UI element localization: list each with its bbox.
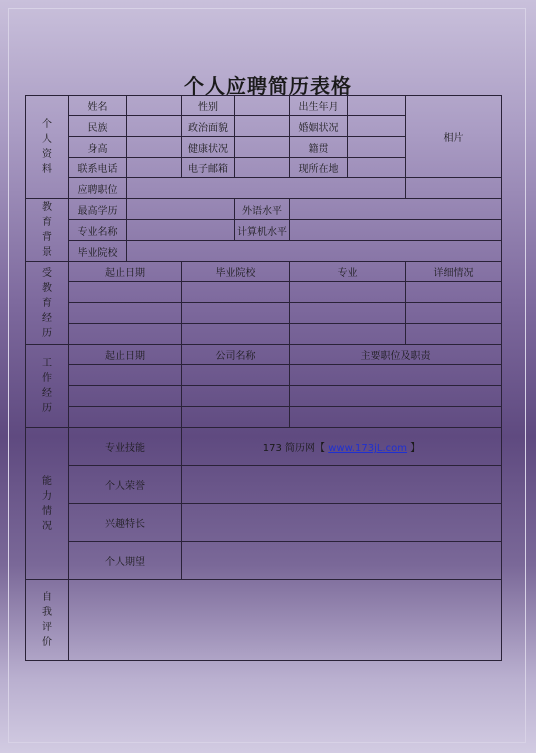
label-political: 政治面貌 — [182, 116, 235, 137]
label-honors: 个人荣誉 — [69, 466, 182, 504]
field-computer[interactable] — [290, 220, 502, 241]
page-title: 个人应聘简历表格 — [184, 74, 352, 98]
edu-cell[interactable] — [69, 303, 182, 324]
field-address[interactable] — [348, 158, 406, 178]
label-height: 身高 — [69, 137, 127, 158]
field-height[interactable] — [127, 137, 182, 158]
work-header-company: 公司名称 — [182, 345, 290, 365]
field-school[interactable] — [127, 241, 502, 262]
edu-cell[interactable] — [182, 303, 290, 324]
section-education-background: 教 育 背 景 — [26, 199, 69, 262]
edu-cell[interactable] — [290, 324, 406, 345]
field-self-evaluation[interactable] — [69, 580, 502, 661]
edu-cell[interactable] — [182, 282, 290, 303]
work-cell[interactable] — [290, 407, 502, 428]
label-major: 专业名称 — [69, 220, 127, 241]
label-degree: 最高学历 — [69, 199, 127, 220]
field-hobbies[interactable] — [182, 504, 502, 542]
work-cell[interactable] — [182, 407, 290, 428]
field-phone[interactable] — [127, 158, 182, 178]
field-gender[interactable] — [235, 96, 290, 116]
section-self-evaluation: 自 我 评 价 — [26, 580, 69, 661]
edu-cell[interactable] — [69, 324, 182, 345]
edu-cell[interactable] — [406, 324, 502, 345]
photo-cell[interactable]: 相片 — [406, 96, 502, 178]
label-address: 现所在地 — [290, 158, 348, 178]
work-cell[interactable] — [182, 365, 290, 386]
edu-cell[interactable] — [290, 303, 406, 324]
resume-table — [25, 95, 502, 661]
field-native[interactable] — [348, 137, 406, 158]
work-cell[interactable] — [290, 365, 502, 386]
work-cell[interactable] — [182, 386, 290, 407]
field-degree[interactable] — [127, 199, 235, 220]
field-language[interactable] — [290, 199, 502, 220]
work-cell[interactable] — [69, 365, 182, 386]
label-birth: 出生年月 — [290, 96, 348, 116]
skills-note-prefix: 173 简历网【 — [262, 443, 326, 454]
label-ethnicity: 民族 — [69, 116, 127, 137]
label-phone: 联系电话 — [69, 158, 127, 178]
field-marital[interactable] — [348, 116, 406, 137]
edu-header-school: 毕业院校 — [182, 262, 290, 282]
work-cell[interactable] — [69, 386, 182, 407]
label-health: 健康状况 — [182, 137, 235, 158]
label-marital: 婚姻状况 — [290, 116, 348, 137]
edu-header-details: 详细情况 — [406, 262, 502, 282]
work-cell[interactable] — [69, 407, 182, 428]
field-skills[interactable] — [182, 428, 502, 466]
field-name[interactable] — [127, 96, 182, 116]
label-school: 毕业院校 — [69, 241, 127, 262]
label-email: 电子邮箱 — [182, 158, 235, 178]
label-native: 籍贯 — [290, 137, 348, 158]
skills-note-suffix: 】 — [410, 443, 421, 454]
field-ethnicity[interactable] — [127, 116, 182, 137]
label-name: 姓名 — [69, 96, 127, 116]
work-header-dates: 起止日期 — [69, 345, 182, 365]
field-major[interactable] — [127, 220, 235, 241]
label-position: 应聘职位 — [69, 178, 127, 199]
field-birth[interactable] — [348, 96, 406, 116]
skills-note-link[interactable]: www.173jL.com — [328, 443, 408, 454]
field-expectation[interactable] — [182, 542, 502, 580]
work-cell[interactable] — [290, 386, 502, 407]
label-computer: 计算机水平 — [235, 220, 290, 241]
edu-cell[interactable] — [290, 282, 406, 303]
label-gender: 性别 — [182, 96, 235, 116]
label-expectation: 个人期望 — [69, 542, 182, 580]
section-work-history: 工 作 经 历 — [26, 345, 69, 428]
section-education-history: 受 教 育 经 历 — [26, 262, 69, 345]
photo-extra — [406, 178, 502, 199]
label-language: 外语水平 — [235, 199, 290, 220]
section-ability: 能 力 情 况 — [26, 428, 69, 580]
edu-header-dates: 起止日期 — [69, 262, 182, 282]
field-political[interactable] — [235, 116, 290, 137]
edu-header-major: 专业 — [290, 262, 406, 282]
edu-cell[interactable] — [69, 282, 182, 303]
field-health[interactable] — [235, 137, 290, 158]
label-skills: 专业技能 — [69, 428, 182, 466]
field-position[interactable] — [127, 178, 406, 199]
field-honors[interactable] — [182, 466, 502, 504]
label-hobbies: 兴趣特长 — [69, 504, 182, 542]
work-header-duties: 主要职位及职责 — [290, 345, 502, 365]
field-email[interactable] — [235, 158, 290, 178]
edu-cell[interactable] — [406, 282, 502, 303]
edu-cell[interactable] — [182, 324, 290, 345]
section-personal: 个 人 资 料 — [26, 96, 69, 199]
edu-cell[interactable] — [406, 303, 502, 324]
